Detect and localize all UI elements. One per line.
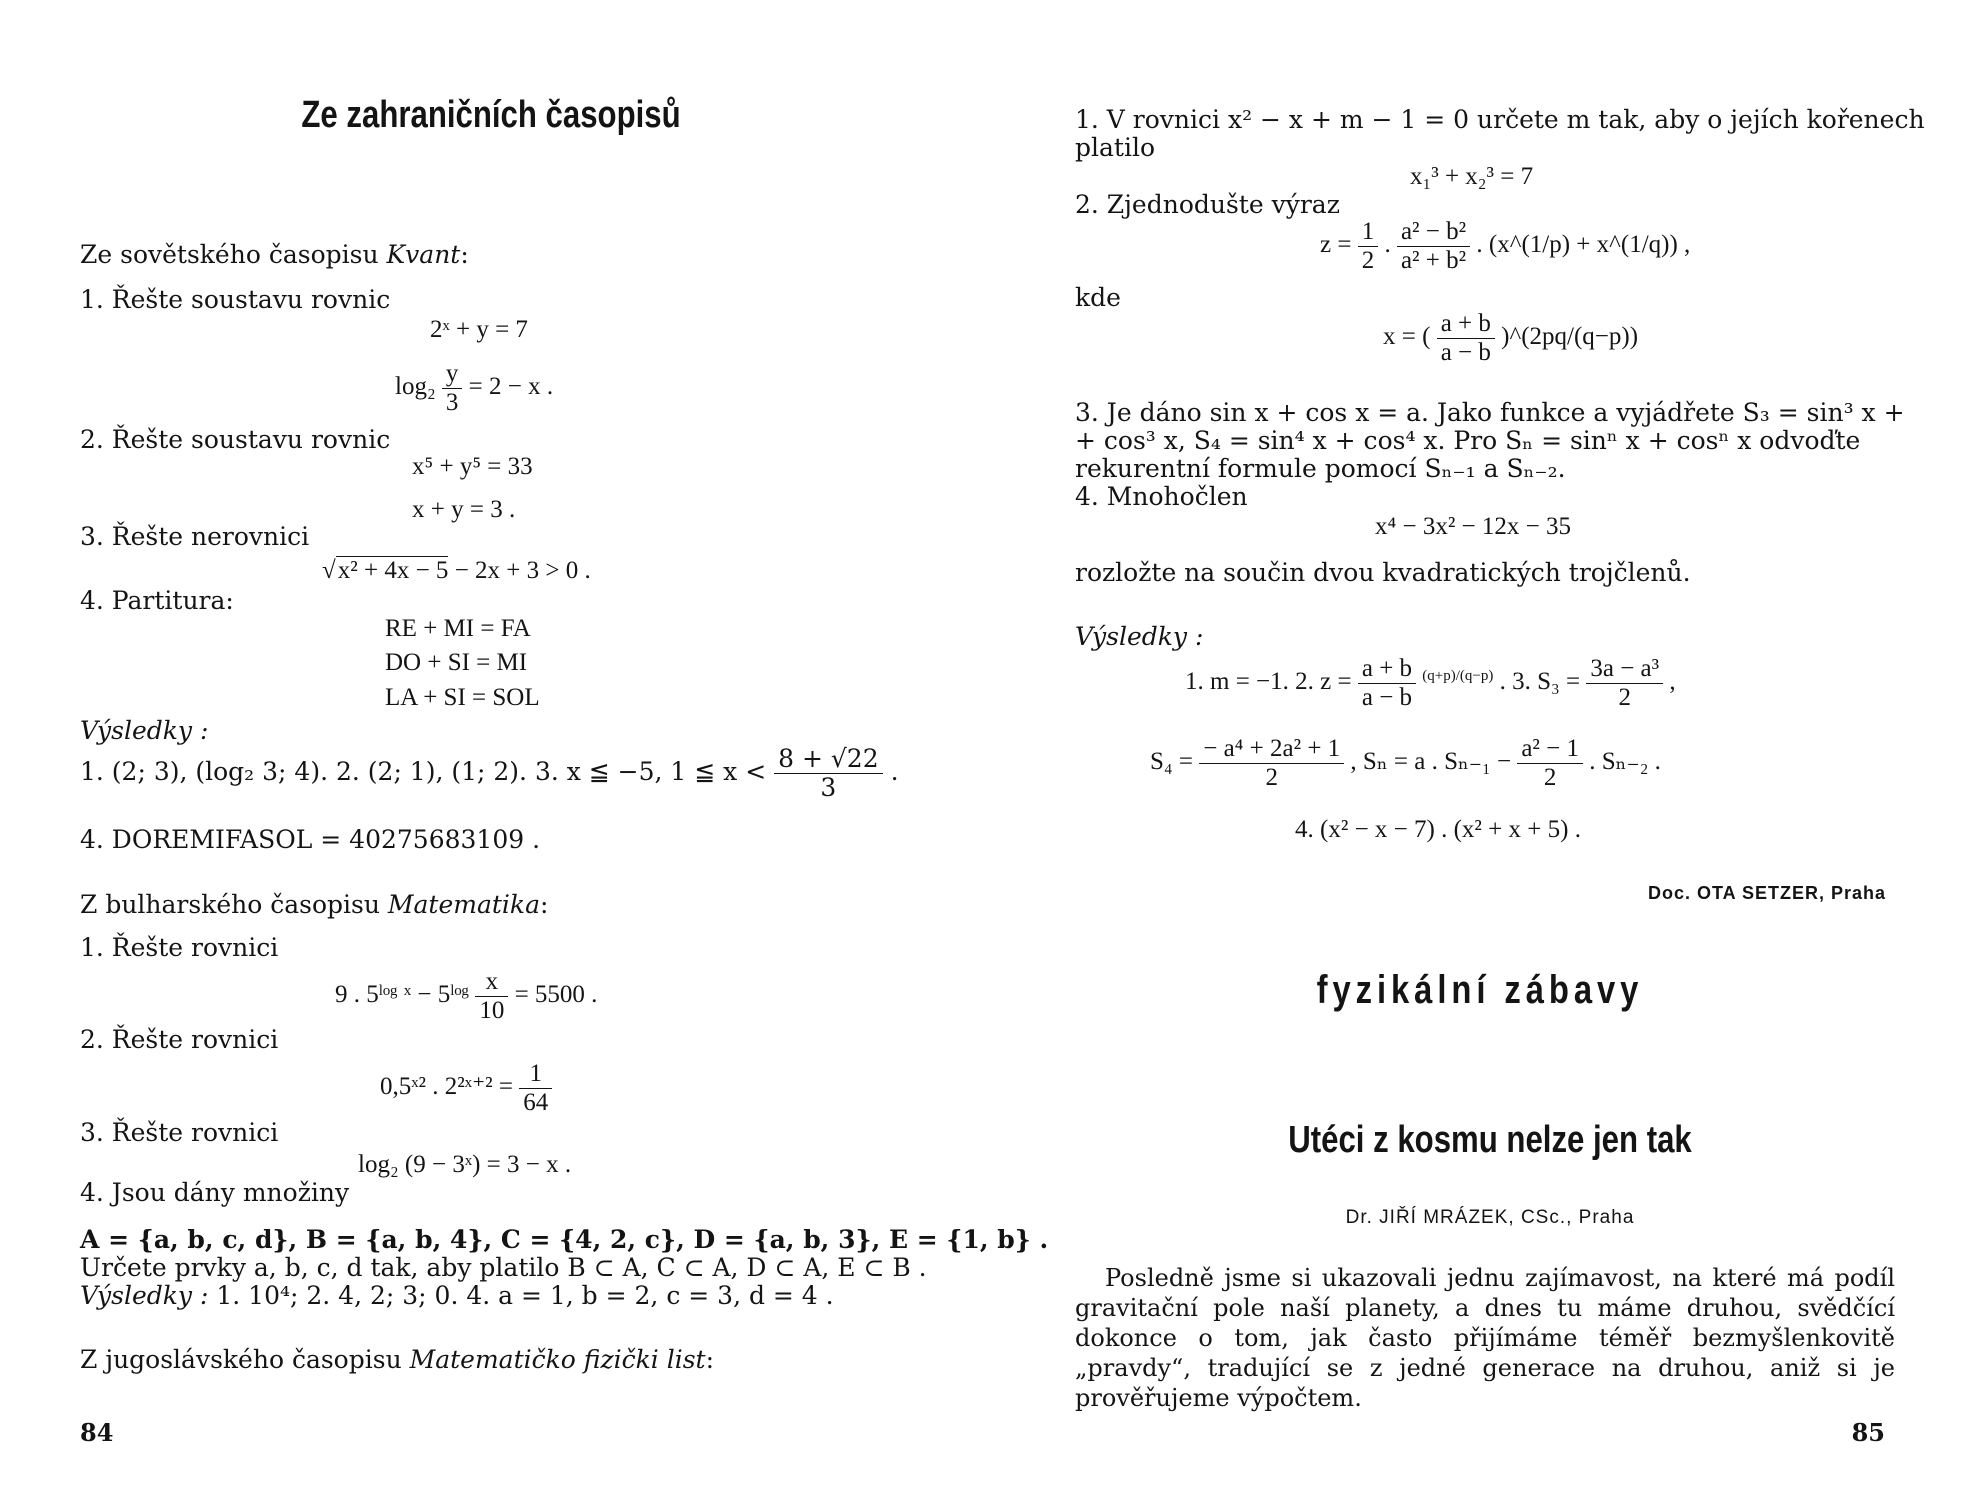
kvant-intro-line [80, 240, 469, 270]
results-line-1 [1185, 655, 1676, 712]
article-title: Utéci z kosmu nelze jen tak [1288, 1119, 1692, 1161]
res1-exponent: (q+p)/(q−p) [1422, 667, 1494, 684]
problem-2: 2. Řešte soustavu rovnic [80, 425, 391, 454]
b1-eq-numerator: x [475, 968, 508, 997]
q2-eq-f1-numerator: 1 [1358, 218, 1379, 247]
res2-fraction-1 [1199, 735, 1344, 792]
q2-eq-f2-denominator: a² + b² [1400, 247, 1467, 274]
b1-eq-rhs: = 5500 . [514, 981, 598, 1009]
right-page [990, 0, 1980, 1500]
kde-label: kde [1075, 283, 1121, 312]
q2-eq-f2-numerator: a² − b² [1397, 218, 1470, 247]
q2-equation [1320, 218, 1690, 275]
kde-eq-numerator: a + b [1437, 310, 1495, 339]
bulgarian-problem-2: 2. Řešte rovnici [80, 1025, 279, 1054]
p1-equation-2 [395, 360, 553, 417]
results-1-3-text: 1. (2; 3), (log₂ 3; 4). 2. (2; 1), (1; 2). 3. x ≦ −5, 1 ≦ x < [80, 757, 767, 786]
question-3-line-3: rekurentní formule pomocí Sₙ₋₁ a Sₙ₋₂. [1075, 454, 1566, 483]
results-3-fraction [774, 745, 883, 802]
kde-eq-lhs: x = ( [1383, 323, 1431, 351]
bulgarian-problem-4: 4. Jsou dány množiny [80, 1178, 350, 1207]
b1-eq-fraction [475, 968, 508, 1025]
results-1-3 [80, 745, 899, 802]
page-heading: Ze zahraničních časopisů [301, 94, 681, 136]
partitura-line-3: LA + SI = SOL [385, 684, 540, 711]
sets-definition: A = {a, b, c, d}, B = {a, b, 4}, C = {4, 2, c}, D = {a, b, 3}, E = {1, b} . [80, 1225, 1049, 1254]
b2-eq-denominator: 64 [523, 1089, 549, 1116]
bulgarian-colon: : [539, 890, 549, 919]
sets-results [80, 1281, 834, 1311]
q2-eq-dot: . [1384, 231, 1391, 259]
sets-results-label: Výsledky : [80, 1281, 209, 1310]
res2-f2-numerator: a² − 1 [1517, 735, 1583, 764]
yugoslav-name: Matematičko fizički list [409, 1345, 706, 1374]
question-2: 2. Zjednodušte výraz [1075, 190, 1340, 219]
results-3-period: . [890, 757, 899, 786]
yugoslav-intro: Z jugoslávského časopisu [80, 1345, 410, 1374]
bulgarian-intro: Z bulharského časopisu [80, 890, 388, 919]
problem-4: 4. Partitura: [80, 586, 234, 615]
b1-eq-lhs: 9 . 5ˡᵒᵍ ˣ − 5ˡᵒᵍ [335, 981, 470, 1009]
q2-eq-fraction-1 [1358, 218, 1379, 275]
kde-equation [1383, 310, 1638, 367]
yugoslav-intro-line [80, 1345, 714, 1375]
kvant-name: Kvant [386, 240, 461, 269]
p1-eq2-rhs: = 2 − x . [468, 373, 554, 401]
results-line-2 [1150, 735, 1661, 792]
p3-inequality-rhs: − 2x + 3 > 0 . [448, 557, 591, 584]
res1-fraction-2 [1586, 655, 1663, 712]
problem-1: 1. Řešte soustavu rovnic [80, 285, 391, 314]
sqrt-symbol: √ [322, 557, 336, 584]
res1-fraction-1 [1358, 655, 1416, 712]
b1-equation [335, 968, 597, 1025]
section-title: fyzikální zábavy [1316, 968, 1644, 1012]
p1-eq2-denominator: 3 [445, 389, 459, 416]
res2-middle: , Sₙ = a . Sₙ₋₁ − [1350, 748, 1512, 776]
res2-f1-numerator: − a⁴ + 2a² + 1 [1199, 735, 1344, 764]
res1-middle: . 3. S₃ = [1499, 668, 1581, 696]
p3-inequality [322, 556, 591, 586]
question-3-line-2: + cos³ x, S₄ = sin⁴ x + cos⁴ x. Pro Sₙ = sinⁿ x + cosⁿ x odvoďte [1075, 426, 1861, 455]
page-number-right: 85 [1851, 1418, 1885, 1447]
question-4: 4. Mnohočlen [1075, 482, 1248, 511]
article-paragraph: Posledně jsme si ukazovali jednu zajímavost, na které má podíl gravitační pole naší planety, a dnes tu máme druhou, svědčící dokonce o tom, jak často přijímáme téměř bezmyšlenkovitě „pravdy“, tradující se z jedné generace na druhou, aniž si je prověřujeme výpočtem. [1075, 1264, 1895, 1412]
b2-eq-numerator: 1 [519, 1060, 552, 1089]
results-label-right [1075, 622, 1203, 652]
bulgarian-name: Matematika [387, 890, 540, 919]
b2-eq-lhs: 0,5ˣ² . 2²ˣ⁺² = [380, 1073, 513, 1101]
res1-f1-numerator: a + b [1358, 655, 1416, 684]
res2-fraction-2 [1517, 735, 1583, 792]
b2-equation [380, 1060, 552, 1117]
results-label-right-text: Výsledky : [1075, 622, 1204, 651]
kvant-intro: Ze sovětského časopisu [80, 240, 387, 269]
res2-f1-denominator: 2 [1265, 764, 1278, 791]
q2-eq-rhs: . (x^(1/p) + x^(1/q)) , [1476, 231, 1691, 259]
res2-end: . Sₙ₋₂ . [1589, 748, 1661, 776]
results-label-text: Výsledky : [80, 716, 209, 745]
p3-radicand: x² + 4x − 5 [337, 557, 449, 584]
partitura-line-1: RE + MI = FA [385, 615, 531, 642]
p1-equation-1: 2ˣ + y = 7 [430, 316, 528, 343]
res2-prefix: S₄ = [1150, 748, 1193, 776]
kvant-colon: : [460, 240, 469, 269]
author-mrazek: Dr. JIŘÍ MRÁZEK, CSc., Praha [1345, 1207, 1635, 1228]
bulgarian-problem-3: 3. Řešte rovnici [80, 1118, 279, 1147]
results-3-numerator: 8 + √22 [774, 745, 883, 774]
b2-eq-fraction [519, 1060, 552, 1117]
results-4: 4. DOREMIFASOL = 40275683109 . [80, 825, 541, 854]
question-4-cont: rozložte na součin dvou kvadratických trojčlenů. [1075, 558, 1691, 587]
problem-3: 3. Řešte nerovnici [80, 522, 310, 551]
p1-eq2-fraction [442, 360, 463, 417]
bulgarian-problem-1: 1. Řešte rovnici [80, 933, 279, 962]
question-1: 1. V rovnici x² − x + m − 1 = 0 určete m tak, aby o jejích kořenech [1075, 105, 1925, 134]
b1-eq-denominator: 10 [479, 997, 505, 1024]
q2-eq-lhs: z = [1320, 231, 1352, 259]
p2-equation-1: x⁵ + y⁵ = 33 [412, 453, 533, 480]
page-number: 84 [80, 1418, 114, 1447]
p2-equation-2: x + y = 3 . [412, 496, 516, 523]
results-label [80, 716, 208, 746]
kde-eq-fraction [1437, 310, 1495, 367]
p1-eq2-log: log₂ [395, 373, 436, 401]
res1-f2-numerator: 3a − a³ [1586, 655, 1663, 684]
results-line-3: 4. (x² − x − 7) . (x² + x + 5) . [1295, 816, 1581, 843]
sets-results-text: 1. 10⁴; 2. 4, 2; 3; 0. 4. a = 1, b = 2, c = 3, d = 4 . [208, 1281, 834, 1310]
results-3-denominator: 3 [820, 773, 837, 802]
sets-task: Určete prvky a, b, c, d tak, aby platilo B ⊂ A, C ⊂ A, D ⊂ A, E ⊂ B . [80, 1253, 927, 1282]
bulgarian-intro-line [80, 890, 548, 920]
yugoslav-colon: : [705, 1345, 715, 1374]
partitura-line-2: DO + SI = MI [385, 649, 528, 676]
q1-equation: x₁³ + x₂³ = 7 [1410, 163, 1534, 190]
author-setzer: Doc. OTA SETZER, Praha [1647, 883, 1886, 903]
res1-f1-denominator: a − b [1361, 684, 1413, 711]
res1-f2-denominator: 2 [1618, 684, 1631, 711]
question-1-cont: platilo [1075, 133, 1155, 162]
b3-equation: log₂ (9 − 3ˣ) = 3 − x . [358, 1151, 572, 1178]
kde-eq-denominator: a − b [1440, 339, 1491, 366]
q2-eq-f1-denominator: 2 [1361, 247, 1375, 274]
q2-eq-fraction-2 [1397, 218, 1470, 275]
res1-end: , [1669, 668, 1676, 696]
kde-eq-exponent: )^(2pq/(q−p)) [1501, 323, 1639, 351]
question-3-line-1: 3. Je dáno sin x + cos x = a. Jako funkce a vyjádřete S₃ = sin³ x + [1075, 398, 1905, 427]
res2-f2-denominator: 2 [1543, 764, 1557, 791]
res1-prefix: 1. m = −1. 2. z = [1185, 668, 1352, 696]
p1-eq2-numerator: y [442, 360, 463, 389]
q4-polynomial: x⁴ − 3x² − 12x − 35 [1375, 513, 1572, 540]
